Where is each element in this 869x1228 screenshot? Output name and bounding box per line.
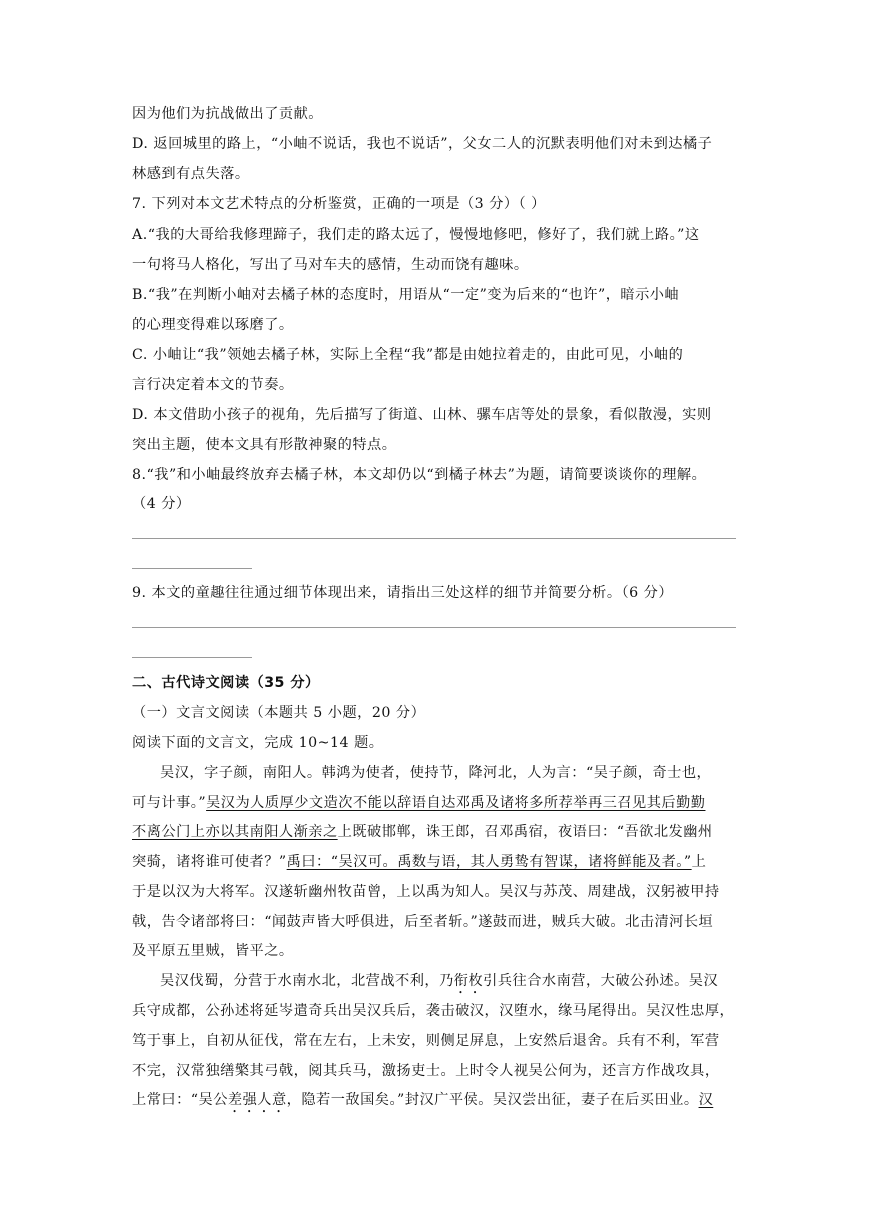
q7-option-b-line-1: B.“我”在判断小岫对去橘子林的态度时，用语从“一定”变为后来的“也许”，暗示小岫 [132,287,680,303]
question-8: 8.“我”和小岫最终放弃去橘子林，本文却仍以“到橘子林去”为题，请简要谈谈你的理解。 [132,467,707,483]
section-heading: 二、古代诗文阅读（35 分） [132,675,320,691]
passage-text: 可与计事。” [132,795,207,811]
dotted-phrase: 差强人意 [227,1092,287,1108]
q7-option-d-line-2: 突出主题，使本文具有形散神聚的特点。 [132,437,397,453]
q7-option-c-line-2: 言行决定着本文的节奏。 [132,377,294,393]
question-7: 7. 下列对本文艺术特点的分析鉴赏，正确的一项是（3 分）（ ） [132,196,546,212]
question-9: 9. 本文的童趣往往通过细节体现出来，请指出三处这样的细节并简要分析。（6 分） [132,585,674,601]
q7-option-c-line-1: C. 小岫让“我”领她去橘子林，实际上全程“我”都是由她拉着走的，由此可见，小岫的 [132,347,684,363]
passage-line: 及平原五里贼，皆平之。 [132,943,294,959]
q7-option-b-line-2: 的心理变得难以琢磨了。 [132,317,294,333]
answer-line-short [132,657,252,658]
passage-text: ，隐若一敌国矣。”封汉广平侯。吴汉尝出征，妻子在后买田业。 [286,1092,699,1108]
answer-line [132,627,736,628]
passage-text: 突骑，诸将谁可使者？” [132,854,287,870]
q7-option-a-line-2: 一句将马人格化，写出了马对车夫的感情，生动而饶有趣味。 [132,257,529,273]
passage-line [132,793,705,813]
passage-text: 上 [691,854,707,870]
underlined-sentence: 禹曰：“吴汉可。禹数与语，其人勇鸷有智谋，诸将鲜能及者。” [286,854,692,870]
answer-line [132,538,736,539]
passage-text: 吴汉伐蜀，分营于水南水北，北营战不利，乃 [160,973,454,989]
passage-text: 上常曰：“吴公 [132,1092,228,1108]
passage-line: 不完，汉常独缮檠其弓戟，阅其兵马，激扬吏士。上时令人视吴公何为，还言方作战攻具， [132,1063,720,1079]
answer-line-short [132,568,252,569]
option-d-line-2: 林感到有点失落。 [132,166,250,182]
text-line: 因为他们为抗战做出了贡献。 [132,106,323,122]
underlined-sentence: 不离公门上亦以其南阳人渐亲之 [132,824,338,840]
passage-line: 吴汉，字子颜，南阳人。韩鸿为使者，使持节，降河北，人为言：“吴子颜，奇士也， [160,765,712,781]
passage-line [160,971,718,997]
passage-line [132,1090,713,1116]
subsection-heading: （一）文言文阅读（本题共 5 小题，20 分） [132,705,426,721]
dotted-phrase: 衔枚 [453,973,484,989]
q7-option-d-line-1: D. 本文借助小孩子的视角，先后描写了街道、山林、骡车店等处的景象，看似散漫，实则 [132,407,712,423]
passage-line: 笃于事上，自初从征伐，常在左右，上未安，则侧足屏息，上安然后退舍。兵有不利，军营 [132,1033,720,1049]
passage-line [132,852,706,872]
question-8-points: （4 分） [132,496,191,512]
reading-instruction: 阅读下面的文言文，完成 10~14 题。 [132,735,384,751]
passage-text: 引兵往合水南营，大破公孙述。吴汉 [483,973,719,989]
passage-line: 于是以汉为大将军。汉遂斩幽州牧苗曾，上以禹为知人。吴汉与苏茂、周建战，汉躬被甲持 [132,884,720,900]
passage-line: 戟，告令诸部将曰：“闻鼓声皆大呼俱进，后至者斩。”遂鼓而进，贼兵大破。北击清河长垣 [132,914,714,930]
passage-line [132,822,713,842]
option-d-line-1: D. 返回城里的路上，“小岫不说话，我也不说话”，父女二人的沉默表明他们对未到达橘子 [132,136,713,152]
passage-text: 上既破邯郸，诛王郎，召邓禹宿，夜语曰：“吾欲北发幽州 [337,824,713,840]
underlined-sentence: 汉 [698,1092,714,1108]
q7-option-a-line-1: A.“我的大哥给我修理蹄子，我们走的路太远了，慢慢地修吧，修好了，我们就上路。”这 [132,227,700,243]
underlined-sentence: 吴汉为人质厚少文造次不能以辞语自达邓禹及诸将多所荐举再三召见其后勤勤 [206,795,706,811]
passage-line: 兵守成都，公孙述将延岑遣奇兵出吴汉兵后，袭击破汉，汉堕水，缘马尾得出。吴汉性忠厚， [132,1003,735,1019]
